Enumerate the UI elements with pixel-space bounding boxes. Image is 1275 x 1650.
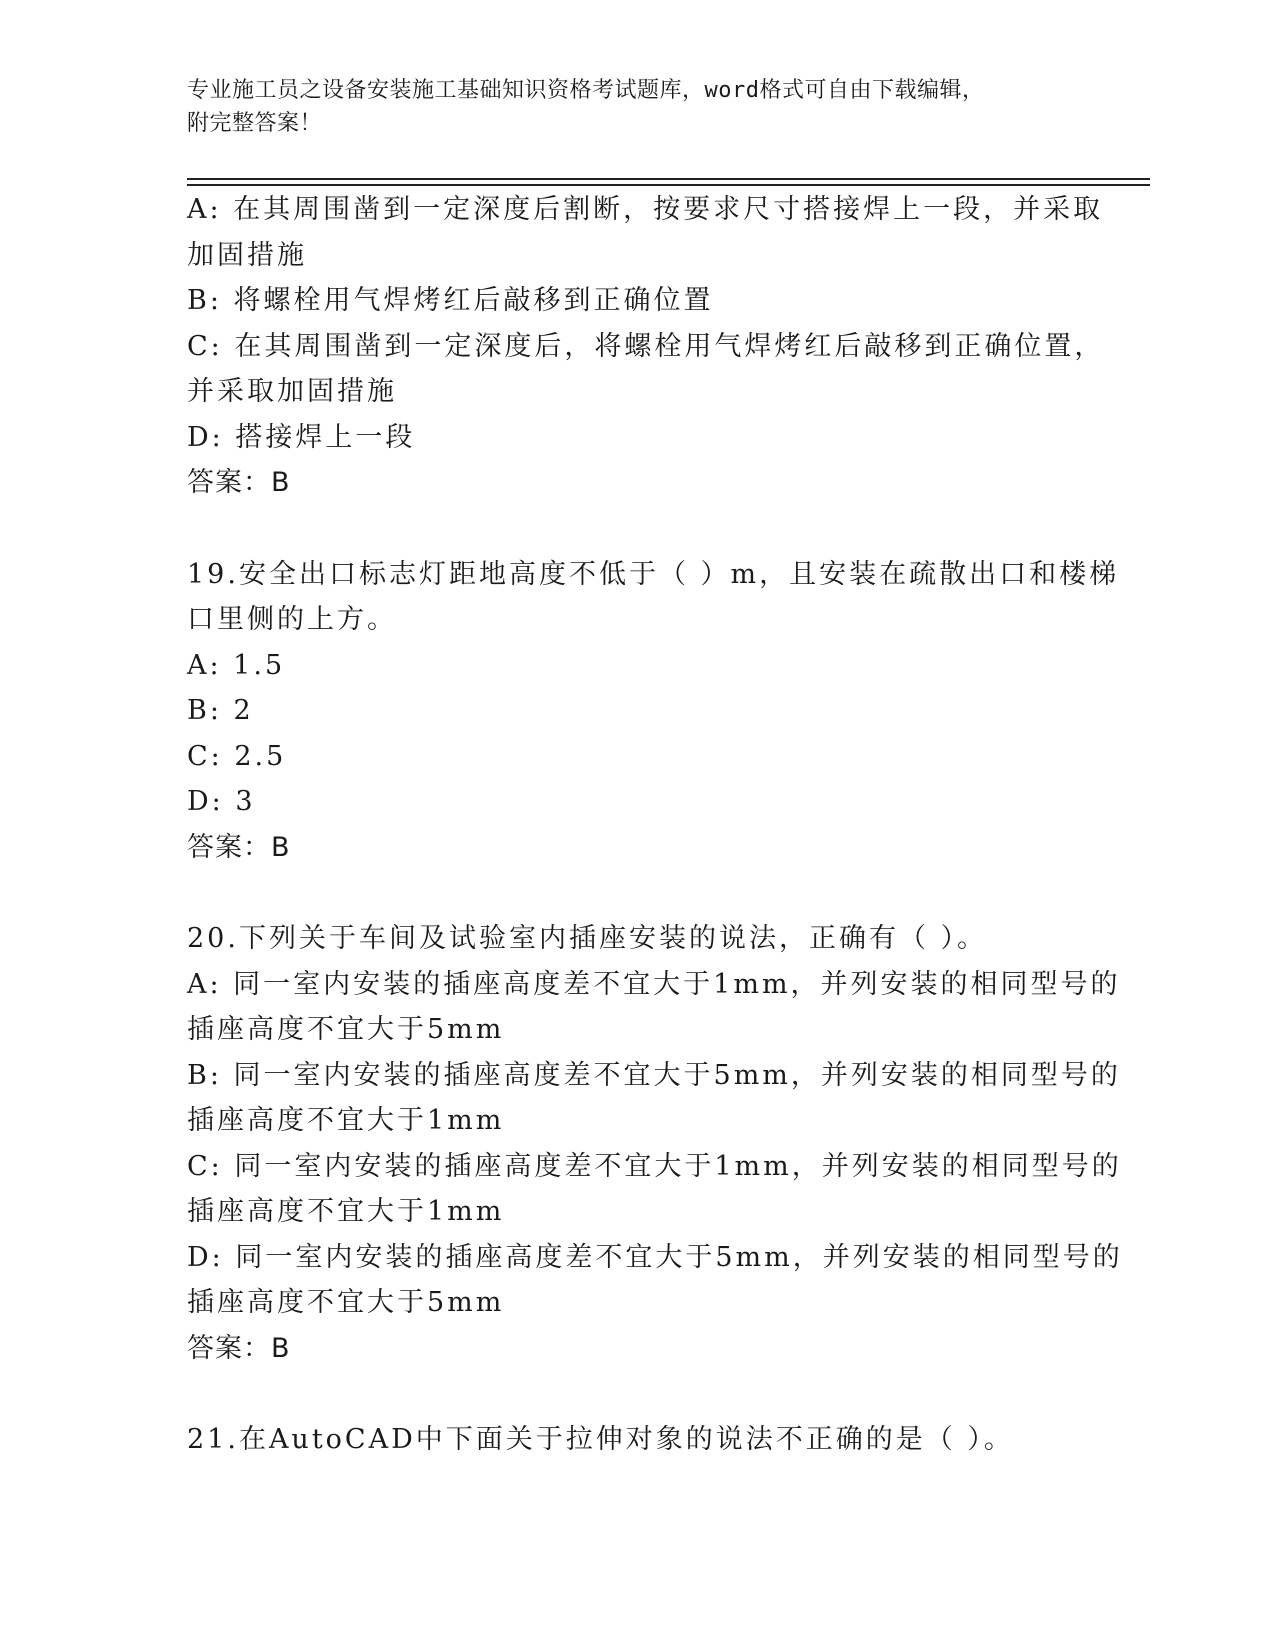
header-rule-top — [187, 178, 1150, 180]
option-b: B: 2 — [187, 695, 254, 726]
option-c-line-1: C: 在其周围凿到一定深度后，将螺栓用气焊烤红后敲移到正确位置， — [187, 330, 1105, 362]
option-b-line-2: 插座高度不宜大于1mm — [187, 1105, 505, 1136]
header-line-1: 专业施工员之设备安装施工基础知识资格考试题库，word格式可自由下载编辑， — [187, 78, 985, 103]
question-20 — [187, 916, 1123, 1371]
option-c-line-2: 插座高度不宜大于1mm — [187, 1196, 505, 1227]
question-stem-line-2: 口里侧的上方。 — [187, 604, 397, 635]
question-list — [187, 187, 1123, 1463]
answer: 答案：B — [187, 1332, 291, 1364]
option-b-line-1: B: 同一室内安装的插座高度差不宜大于5mm，并列安装的相同型号的 — [187, 1059, 1121, 1091]
document-header — [187, 74, 1057, 140]
option-d-line-2: 插座高度不宜大于5mm — [187, 1287, 505, 1318]
option-c-line-2: 并采取加固措施 — [187, 376, 397, 407]
header-line-2: 附完整答案！ — [187, 111, 323, 136]
option-a: A: 1.5 — [187, 649, 286, 681]
answer: 答案：B — [187, 831, 291, 863]
option-a-line-2: 插座高度不宜大于5mm — [187, 1014, 505, 1045]
option-d: D: 3 — [187, 786, 256, 817]
option-b: B: 将螺栓用气焊烤红后敲移到正确位置 — [187, 285, 714, 316]
answer: 答案：B — [187, 467, 291, 498]
option-c-line-1: C: 同一室内安装的插座高度差不宜大于1mm，并列安装的相同型号的 — [187, 1150, 1122, 1182]
question-19 — [187, 552, 1120, 871]
header-rule-bottom — [187, 184, 1150, 186]
question-stem: 20.下列关于车间及试验室内插座安装的说法，正确有（ ）。 — [187, 923, 988, 954]
question-stem-line-1: 19.安全出口标志灯距地高度不低于（ ）m，且安装在疏散出口和楼梯 — [187, 558, 1120, 590]
option-a-line-1: A: 同一室内安装的插座高度差不宜大于1mm，并列安装的相同型号的 — [187, 968, 1121, 1000]
question-21 — [187, 1417, 1087, 1463]
option-a-line-1: A: 在其周围凿到一定深度后割断，按要求尺寸搭接焊上一段，并采取 — [187, 194, 1104, 225]
option-c: C: 2.5 — [187, 740, 287, 772]
question-stem: 21.在AutoCAD中下面关于拉伸对象的说法不正确的是（ ）。 — [187, 1424, 1014, 1455]
option-d: D: 搭接焊上一段 — [187, 421, 416, 453]
option-d-line-1: D: 同一室内安装的插座高度差不宜大于5mm，并列安装的相同型号的 — [187, 1241, 1123, 1273]
option-a-line-2: 加固措施 — [187, 239, 307, 271]
question-18-options — [187, 187, 1105, 506]
